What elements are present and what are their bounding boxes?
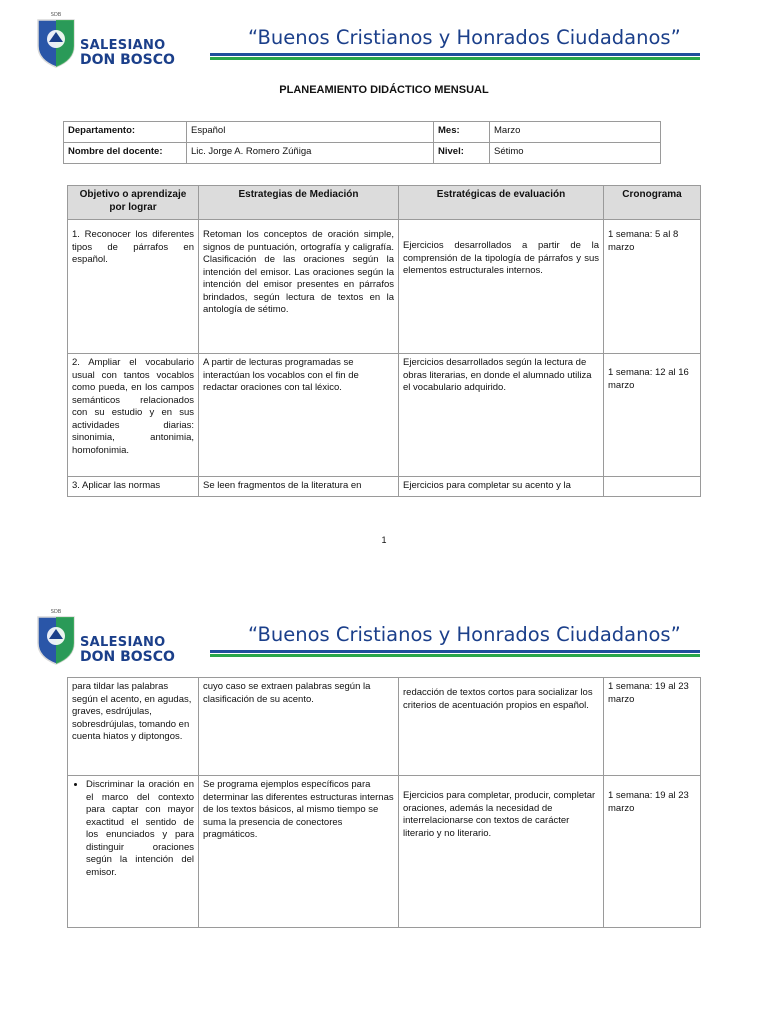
info-table xyxy=(63,121,661,164)
planning-table xyxy=(67,185,701,497)
info-row xyxy=(64,143,661,164)
objetivo-cell: 1. Reconocer los diferentes tipos de párrafos en español. xyxy=(68,220,199,354)
month-label: Mes: xyxy=(434,122,490,143)
objetivo-cell xyxy=(68,776,199,928)
objetivo-bullet-list xyxy=(72,779,194,879)
table-row xyxy=(68,354,701,477)
school-motto: “Buenos Cristianos y Honrados Ciudadanos” xyxy=(248,26,681,49)
mediacion-cell: Se leen fragmentos de la literatura en xyxy=(199,477,399,497)
evaluacion-cell: Ejercicios desarrollados según la lectura de obras literarias, en donde el alumnado utiliza el vocabulario adquirido. xyxy=(399,354,604,477)
col-objetivo-header: Objetivo o aprendizaje por lograr xyxy=(68,186,199,220)
mediacion-cell: A partir de lecturas programadas se interactúan los vocablos con el fin de redactar oraciones con tal léxico. xyxy=(199,354,399,477)
department-label: Departamento: xyxy=(64,122,187,143)
brand-name-line1: SALESIANO xyxy=(80,38,166,53)
objetivo-cell: para tildar las palabras según el acento, en agudas, graves, esdrújulas, sobresdrújulas, tomando en cuenta hiatos y diptongos. xyxy=(68,678,199,776)
cronograma-cell: 1 semana: 19 al 23 marzo xyxy=(604,678,701,776)
evaluacion-cell: Ejercicios desarrollados a partir de la comprensión de la tipología de párrafos y sus elementos estructurales internos. xyxy=(399,220,604,354)
svg-text:SDB: SDB xyxy=(50,12,62,18)
level-label: Nivel: xyxy=(434,143,490,164)
school-shield-logo xyxy=(36,6,76,68)
school-motto: “Buenos Cristianos y Honrados Ciudadanos” xyxy=(248,623,681,646)
document-title: PLANEAMIENTO DIDÁCTICO MENSUAL xyxy=(279,84,489,96)
page-number: 1 xyxy=(381,535,387,545)
department-value: Español xyxy=(187,122,434,143)
mediacion-cell: Se programa ejemplos específicos para determinar las diferentes estructuras internas de los textos básicos, al mismo tiempo se suma la presencia de conectores pragmáticos. xyxy=(199,776,399,928)
col-cronograma-header: Cronograma xyxy=(604,186,701,220)
evaluacion-cell: Ejercicios para completar, producir, completar oraciones, además la necesidad de interrelacionarse con textos de carácter literario y no literario. xyxy=(399,776,604,928)
table-row xyxy=(68,220,701,354)
page-2 xyxy=(0,597,768,1024)
cronograma-cell: 1 semana: 5 al 8 marzo xyxy=(604,220,701,354)
header-rule-blue xyxy=(210,650,700,653)
col-evaluacion-header: Estratégicas de evaluación xyxy=(399,186,604,220)
header-rule-green xyxy=(210,57,700,60)
objetivo-cell: 2. Ampliar el vocabulario usual con tantos vocablos como pueda, en los campos semánticos relacionados con su estudio y en sus actividades diarias: sinonimia, antonimia, homofonimia. xyxy=(68,354,199,477)
header-rule-green xyxy=(210,654,700,657)
table-row xyxy=(68,678,701,776)
mediacion-cell: cuyo caso se extraen palabras según la clasificación de su acento. xyxy=(199,678,399,776)
col-mediacion-header: Estrategias de Mediación xyxy=(199,186,399,220)
brand-name-line2: DON BOSCO xyxy=(80,649,175,665)
teacher-label: Nombre del docente: xyxy=(64,143,187,164)
planning-header-row xyxy=(68,186,701,220)
evaluacion-cell: Ejercicios para completar su acento y la xyxy=(399,477,604,497)
page-header xyxy=(0,597,768,677)
table-row xyxy=(68,477,701,497)
objetivo-cell: 3. Aplicar las normas xyxy=(68,477,199,497)
cronograma-cell: 1 semana: 19 al 23 marzo xyxy=(604,776,701,928)
info-row xyxy=(64,122,661,143)
level-value: Sétimo xyxy=(490,143,661,164)
page-header xyxy=(0,0,768,80)
school-shield-logo xyxy=(36,603,76,665)
brand-name-line1: SALESIANO xyxy=(80,635,166,650)
svg-text:SDB: SDB xyxy=(50,609,62,615)
header-rule-blue xyxy=(210,53,700,56)
cronograma-cell xyxy=(604,477,701,497)
cronograma-cell: 1 semana: 12 al 16 marzo xyxy=(604,354,701,477)
month-value: Marzo xyxy=(490,122,661,143)
brand-name-line2: DON BOSCO xyxy=(80,52,175,68)
list-item: • Discriminar la oración en el marco del contexto para captar con mayor exactitud el sentido de los enunciados y para distinguir oraciones según la intención del emisor. xyxy=(86,779,194,879)
table-row xyxy=(68,776,701,928)
planning-table-continued xyxy=(67,677,701,928)
mediacion-cell: Retoman los conceptos de oración simple, signos de puntuación, ortografía y caligrafía. Clasificación de las oraciones según la intención del emisor. Las oraciones según la intención del emisor presentes en párrafos brindados, según lectura de textos en la antología de sétimo. xyxy=(199,220,399,354)
teacher-value: Lic. Jorge A. Romero Zúñiga xyxy=(187,143,434,164)
evaluacion-cell: redacción de textos cortos para socializar los criterios de acentuación propios en español. xyxy=(399,678,604,776)
